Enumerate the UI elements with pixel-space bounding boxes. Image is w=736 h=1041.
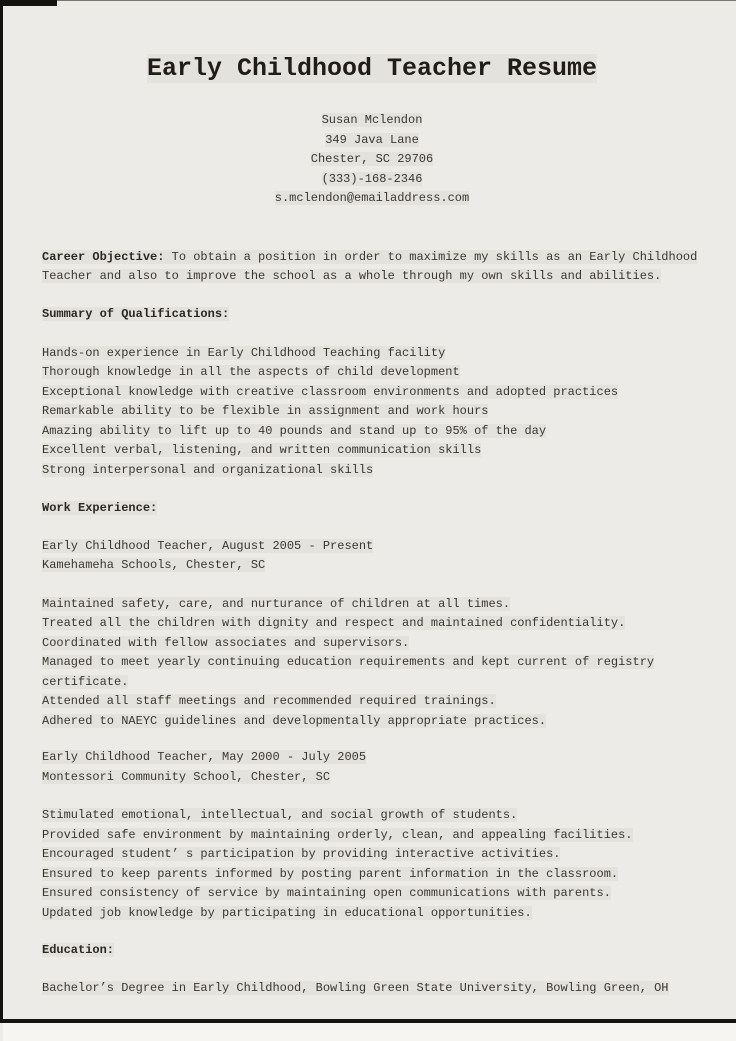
scan-edge-left bbox=[0, 0, 3, 1023]
contact-address-line2: Chester, SC 29706 bbox=[310, 152, 434, 166]
job-employer-line: Montessori Community School, Chester, SC bbox=[42, 769, 331, 784]
document-title bbox=[42, 52, 702, 85]
resume-page bbox=[42, 0, 702, 998]
summary-heading: Summary of Qualifications: bbox=[42, 306, 230, 321]
qualification-item: Hands-on experience in Early Childhood Teaching facility bbox=[42, 345, 446, 360]
career-objective-label: Career Objective: bbox=[42, 249, 165, 264]
job-entry-2-header bbox=[42, 748, 702, 787]
job-title-line: Early Childhood Teacher, August 2005 - Present bbox=[42, 538, 374, 553]
contact-address-line1: 349 Java Lane bbox=[325, 132, 419, 147]
qualification-item: Exceptional knowledge with creative classroom environments and adopted practices bbox=[42, 384, 619, 399]
contact-phone: (333)-168-2346 bbox=[321, 171, 423, 186]
contact-email: s.mclendon@emailaddress.com bbox=[274, 191, 470, 205]
contact-name: Susan Mclendon bbox=[321, 113, 423, 127]
qualification-item: Strong interpersonal and organizational skills bbox=[42, 462, 374, 477]
job-title-line: Early Childhood Teacher, May 2000 - July 2005 bbox=[42, 750, 367, 764]
job-duty-item: Ensured consistency of service by maintaining open communications with parents. bbox=[42, 886, 611, 900]
job-duty-item: Encouraged student’ s participation by providing interactive activities. bbox=[42, 847, 561, 861]
qualification-item: Thorough knowledge in all the aspects of child development bbox=[42, 365, 460, 379]
document-title-text: Early Childhood Teacher Resume bbox=[146, 54, 598, 83]
job-duty-item: Stimulated emotional, intellectual, and social growth of students. bbox=[42, 808, 518, 822]
qualification-item: Amazing ability to lift up to 40 pounds and stand up to 95% of the day bbox=[42, 423, 547, 438]
qualifications-list bbox=[42, 344, 702, 481]
job-entry-1-duties bbox=[42, 595, 702, 732]
job-duty-item: Adhered to NAEYC guidelines and developmentally appropriate practices. bbox=[42, 713, 547, 728]
contact-block bbox=[42, 111, 702, 209]
job-employer-line: Kamehameha Schools, Chester, SC bbox=[42, 558, 266, 572]
job-duty-item: Managed to meet yearly continuing education requirements and kept current of registry certificate. bbox=[42, 655, 655, 689]
career-objective-line bbox=[42, 250, 697, 284]
education-text: Bachelor’s Degree in Early Childhood, Bowling Green State University, Bowling Green, OH bbox=[42, 980, 669, 995]
job-duty-item: Coordinated with fellow associates and supervisors. bbox=[42, 635, 410, 650]
qualification-item: Excellent verbal, listening, and written communication skills bbox=[42, 443, 482, 457]
job-duty-item: Updated job knowledge by participating in educational opportunities. bbox=[42, 905, 532, 920]
work-experience-heading: Work Experience: bbox=[42, 501, 158, 515]
job-entry-1-header bbox=[42, 537, 702, 576]
scan-bottom-strip bbox=[3, 1023, 736, 1041]
career-objective-text: To obtain a position in order to maximize my skills as an Early Childhood Teacher and also to improve the school as a whole through my own skills and abilities. bbox=[42, 249, 698, 283]
education-heading: Education: bbox=[42, 943, 115, 957]
job-duty-item: Maintained safety, care, and nurturance of children at all times. bbox=[42, 596, 511, 611]
job-duty-item: Provided safe environment by maintaining orderly, clean, and appealing facilities. bbox=[42, 827, 633, 842]
career-objective-paragraph bbox=[42, 248, 702, 287]
qualification-item: Remarkable ability to be flexible in assignment and work hours bbox=[42, 404, 489, 418]
job-duty-item: Attended all staff meetings and recommended required trainings. bbox=[42, 694, 496, 708]
job-entry-2-duties bbox=[42, 806, 702, 923]
job-duty-item: Ensured to keep parents informed by posting parent information in the classroom. bbox=[42, 866, 619, 881]
job-duty-item: Treated all the children with dignity and respect and maintained confidentiality. bbox=[42, 616, 626, 630]
